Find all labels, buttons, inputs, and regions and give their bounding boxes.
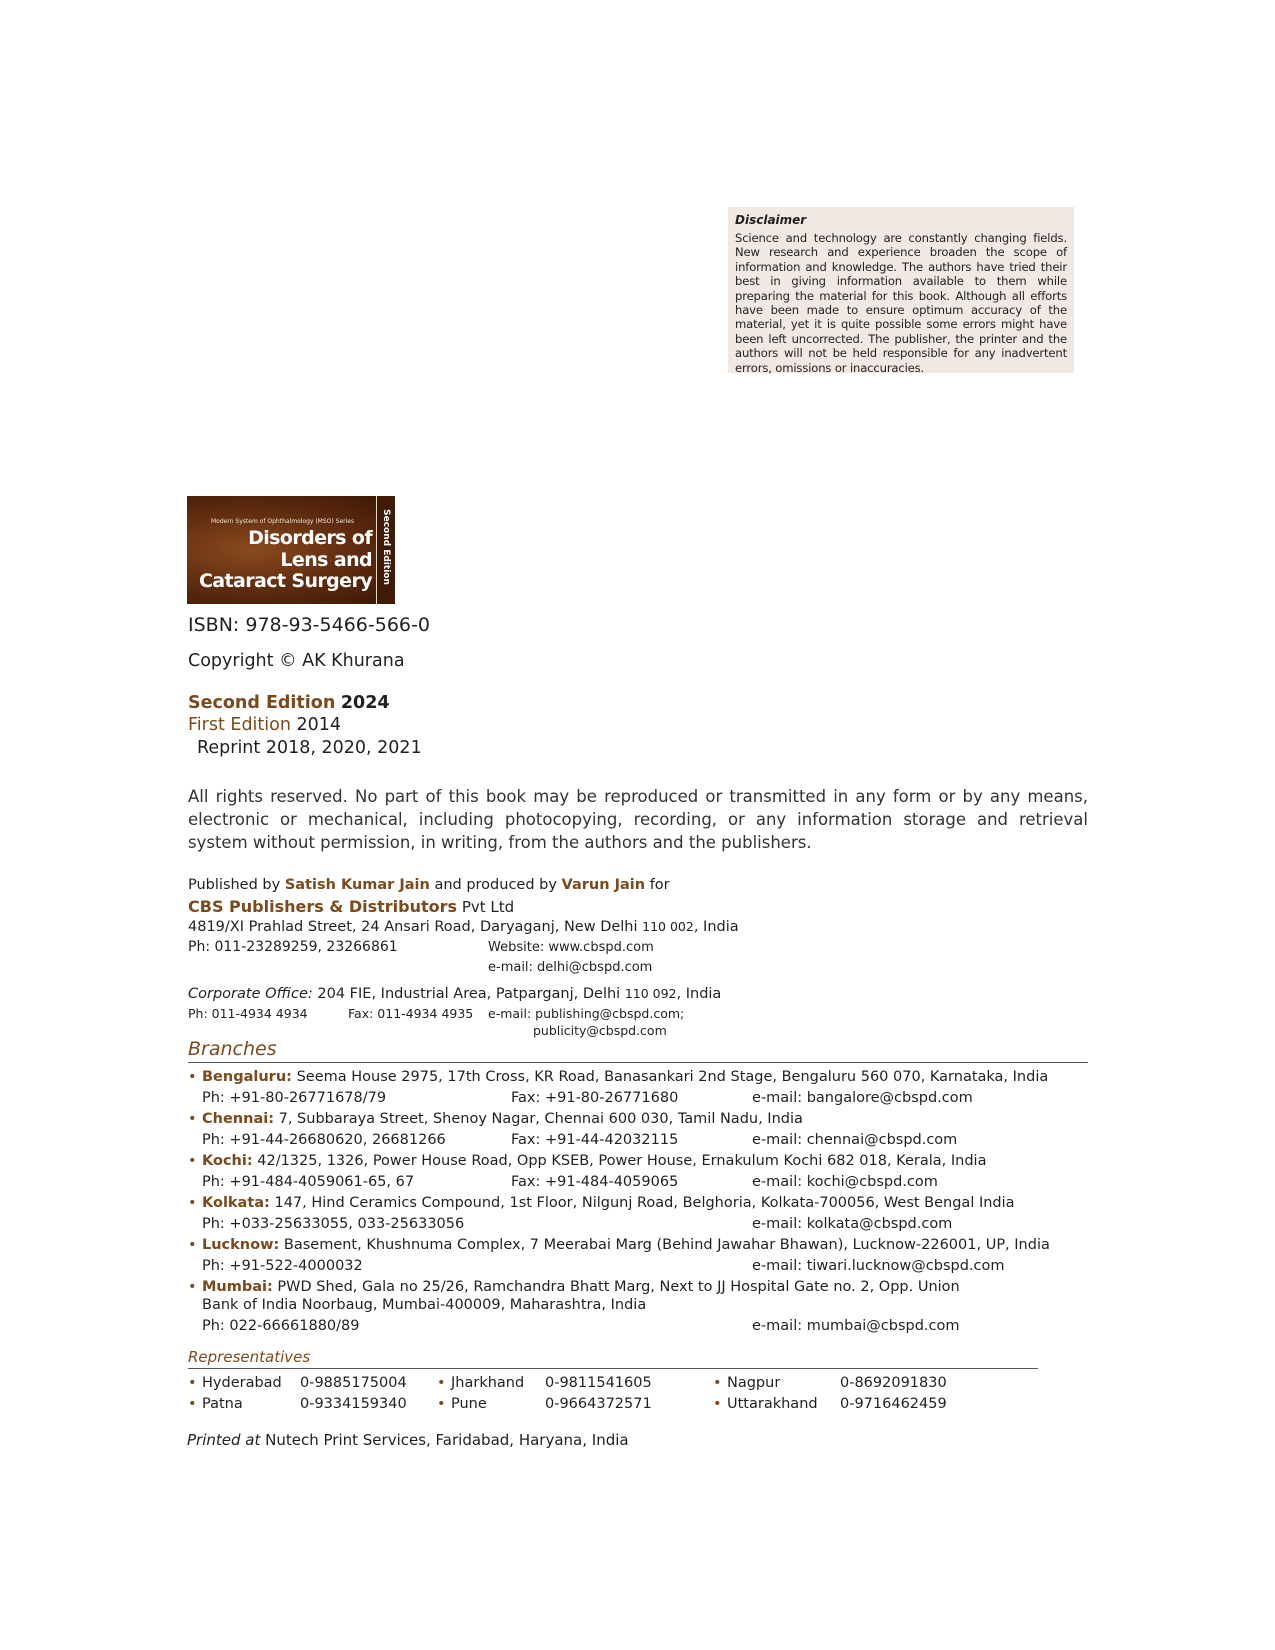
bullet: • xyxy=(437,1375,446,1391)
printed-at-label: Printed at xyxy=(187,1431,261,1449)
branch-phone: Ph: +91-484-4059061-65, 67 xyxy=(202,1174,415,1190)
corporate-fax: Fax: 011-4934 4935 xyxy=(348,1006,474,1021)
branch-address: Basement, Khushnuma Complex, 7 Meerabai Marg (Behind Jawahar Bhawan), Lucknow-226001, UP, India xyxy=(283,1237,1050,1253)
bullet: • xyxy=(188,1237,197,1253)
for-text: for xyxy=(649,877,670,893)
bullet: • xyxy=(188,1153,197,1169)
book-cover-thumbnail xyxy=(187,496,395,604)
branch-address: Seema House 2975, 17th Cross, KR Road, Banasankari 2nd Stage, Bengaluru 560 070, Karnataka, India xyxy=(296,1069,1049,1085)
rep-city xyxy=(437,1396,487,1412)
branch-city: Chennai: xyxy=(202,1111,274,1127)
rep-city xyxy=(437,1375,525,1391)
branch-city: Mumbai: xyxy=(202,1279,273,1295)
first-edition xyxy=(188,715,341,735)
bullet: • xyxy=(188,1069,197,1085)
cover-title-line-2: Lens and xyxy=(280,548,372,571)
bullet: • xyxy=(188,1396,197,1412)
corporate-pin: 110 092 xyxy=(624,986,677,1001)
branch-mumbai-address-line xyxy=(188,1279,960,1295)
branch-city: Lucknow: xyxy=(202,1237,280,1253)
reprint xyxy=(197,738,422,758)
rep-phone: 0-8692091830 xyxy=(840,1375,947,1391)
corporate-phone: Ph: 011-4934 4934 xyxy=(188,1006,308,1021)
branch-email: e-mail: kochi@cbspd.com xyxy=(752,1174,938,1190)
branch-email: e-mail: mumbai@cbspd.com xyxy=(752,1318,960,1334)
cover-title-line-3: Cataract Surgery xyxy=(198,570,372,592)
reprint-label: Reprint xyxy=(197,738,261,758)
branch-phone: Ph: +033-25633055, 033-25633056 xyxy=(202,1216,465,1232)
printed-at-value: Nutech Print Services, Faridabad, Haryana, India xyxy=(265,1431,629,1449)
disclaimer-box xyxy=(728,207,1074,373)
rep-city-name: Hyderabad xyxy=(202,1375,282,1391)
rep-phone: 0-9664372571 xyxy=(545,1396,652,1412)
rep-phone: 0-9811541605 xyxy=(545,1375,652,1391)
branch-kolkata-address-line xyxy=(188,1195,1015,1211)
disclaimer-title: Disclaimer xyxy=(735,213,807,227)
publisher-website: Website: www.cbspd.com xyxy=(488,940,654,955)
bullet: • xyxy=(188,1111,197,1127)
corporate-email-2: publicity@cbspd.com xyxy=(533,1023,667,1038)
representatives-heading: Representatives xyxy=(188,1348,311,1366)
bullet: • xyxy=(713,1375,722,1391)
first-edition-label: First Edition xyxy=(188,715,291,735)
rep-city xyxy=(713,1375,781,1391)
published-by-line xyxy=(188,877,670,893)
rep-city-name: Pune xyxy=(451,1396,487,1412)
branch-fax: Fax: +91-80-26771680 xyxy=(511,1090,679,1106)
rep-city-name: Jharkhand xyxy=(451,1375,525,1391)
corporate-label: Corporate Office: xyxy=(188,986,313,1002)
bullet: • xyxy=(713,1396,722,1412)
rep-city-name: Patna xyxy=(202,1396,243,1412)
second-edition xyxy=(188,693,390,713)
branch-phone: Ph: +91-44-26680620, 26681266 xyxy=(202,1132,446,1148)
publisher-address xyxy=(188,919,739,935)
printed-at xyxy=(187,1431,629,1449)
copyright: Copyright © AK Khurana xyxy=(188,651,405,671)
cover-title-line-1: Disorders of xyxy=(248,527,372,549)
branch-email: e-mail: tiwari.lucknow@cbspd.com xyxy=(752,1258,1005,1274)
branch-bengaluru-address-line xyxy=(188,1069,1049,1085)
bullet: • xyxy=(188,1279,197,1295)
isbn-value: 978-93-5466-566-0 xyxy=(245,614,430,636)
bullet: • xyxy=(188,1195,197,1211)
branch-chennai-address-line xyxy=(188,1111,803,1127)
branch-address: 147, Hind Ceramics Compound, 1st Floor, Nilgunj Road, Belghoria, Kolkata-700056, West Bengal India xyxy=(274,1195,1015,1211)
rights-statement: All rights reserved. No part of this book may be reproduced or transmitted in any form or by any means, electronic or mechanical, including photocopying, recording, or any information storage and retrieval system without permission, in writing, from the authors and the publishers. xyxy=(188,787,1088,852)
company-name: CBS Publishers & Distributors xyxy=(188,897,458,916)
branch-city: Kolkata: xyxy=(202,1195,270,1211)
branch-city: Bengaluru: xyxy=(202,1069,292,1085)
bullet: • xyxy=(437,1396,446,1412)
branch-email: e-mail: kolkata@cbspd.com xyxy=(752,1216,953,1232)
produced-by-text: and produced by xyxy=(434,877,557,893)
branch-phone: Ph: 022-66661880/89 xyxy=(202,1318,360,1334)
cover-series: Modern System of Ophthalmology (MSO) Series xyxy=(211,518,355,525)
company-suffix: Pvt Ltd xyxy=(461,898,515,916)
reprint-years: 2018, 2020, 2021 xyxy=(265,738,422,758)
corporate-address: 204 FIE, Industrial Area, Patparganj, Delhi xyxy=(317,986,621,1002)
branch-city: Kochi: xyxy=(202,1153,253,1169)
branch-address: PWD Shed, Gala no 25/26, Ramchandra Bhatt Marg, Next to JJ Hospital Gate no. 2, Opp. Union xyxy=(277,1279,960,1295)
company-line xyxy=(188,897,514,916)
corporate-country: , India xyxy=(676,986,722,1002)
second-edition-label: Second Edition xyxy=(188,693,336,713)
cover-edition: Second Edition xyxy=(381,509,391,585)
rep-phone: 0-9334159340 xyxy=(300,1396,407,1412)
second-edition-year: 2024 xyxy=(340,693,390,713)
isbn-label: ISBN: xyxy=(188,614,240,636)
publisher-email: e-mail: delhi@cbspd.com xyxy=(488,960,653,975)
branches-heading: Branches xyxy=(188,1038,277,1060)
first-edition-year: 2014 xyxy=(296,715,342,735)
publisher-phone: Ph: 011-23289259, 23266861 xyxy=(188,939,398,955)
corporate-email-1: e-mail: publishing@cbspd.com; xyxy=(488,1006,685,1021)
representatives-divider xyxy=(188,1368,1038,1369)
branch-address: 42/1325, 1326, Power House Road, Opp KSEB, Power House, Ernakulum Kochi 682 018, Kerala, India xyxy=(257,1153,987,1169)
branch-address: 7, Subbaraya Street, Shenoy Nagar, Chennai 600 030, Tamil Nadu, India xyxy=(278,1111,803,1127)
rep-city-name: Uttarakhand xyxy=(727,1396,818,1412)
branch-email: e-mail: chennai@cbspd.com xyxy=(752,1132,958,1148)
address-main: 4819/XI Prahlad Street, 24 Ansari Road, Daryaganj, New Delhi xyxy=(188,919,638,935)
rep-city xyxy=(713,1396,818,1412)
branches-divider xyxy=(188,1062,1088,1063)
branch-phone: Ph: +91-522-4000032 xyxy=(202,1258,363,1274)
rep-city-name: Nagpur xyxy=(727,1375,781,1391)
rep-phone: 0-9716462459 xyxy=(840,1396,947,1412)
branch-kochi-address-line xyxy=(188,1153,987,1169)
branch-fax: Fax: +91-484-4059065 xyxy=(511,1174,679,1190)
disclaimer-body: Science and technology are constantly changing fields. New research and experience broaden the scope of information and knowledge. The authors have tried their best in giving information available to them while preparing the material for this book. Although all efforts have been made to ensure optimum accuracy of the material, yet it is quite possible some errors might have been left uncorrected. The publisher, the printer and the authors will not be held responsible for any inadvertent errors, omissions or inaccuracies. xyxy=(735,231,1067,375)
branch-phone: Ph: +91-80-26771678/79 xyxy=(202,1090,387,1106)
branch-address-continued: Bank of India Noorbaug, Mumbai-400009, Maharashtra, India xyxy=(202,1297,647,1313)
branch-fax: Fax: +91-44-42032115 xyxy=(511,1132,679,1148)
address-pin: 110 002 xyxy=(642,919,694,934)
cover-title xyxy=(192,528,372,593)
published-by-text: Published by xyxy=(188,877,281,893)
producer-name: Varun Jain xyxy=(561,877,646,893)
isbn xyxy=(188,614,430,636)
address-country: , India xyxy=(693,919,739,935)
branch-lucknow-address-line xyxy=(188,1237,1050,1253)
rep-city xyxy=(188,1396,243,1412)
publisher-name: Satish Kumar Jain xyxy=(284,877,430,893)
bullet: • xyxy=(188,1375,197,1391)
rep-phone: 0-9885175004 xyxy=(300,1375,407,1391)
rep-city xyxy=(188,1375,282,1391)
branch-email: e-mail: bangalore@cbspd.com xyxy=(752,1090,973,1106)
corporate-office xyxy=(188,986,721,1002)
